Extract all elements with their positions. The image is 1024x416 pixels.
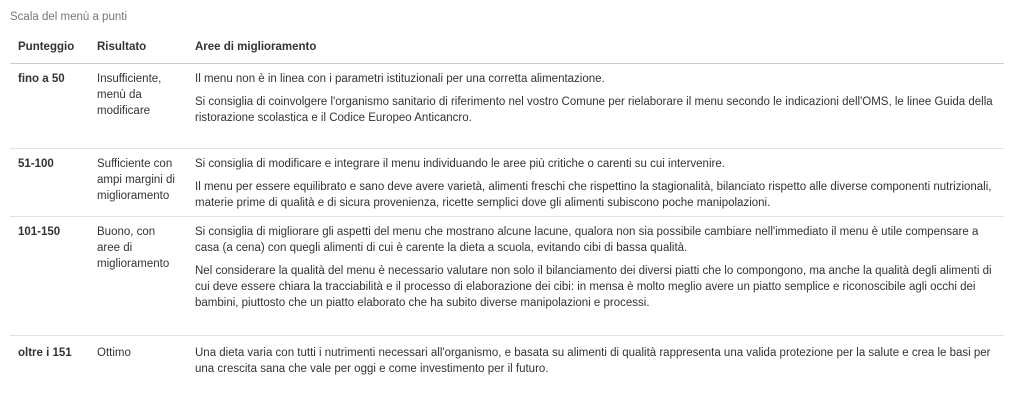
table-row [10,217,1004,336]
header-areas: Aree di miglioramento [187,34,1004,64]
score-cell: 101-150 [10,217,89,336]
areas-cell [187,149,1004,217]
table-row [10,149,1004,217]
result-cell: Ottimo [89,336,187,382]
areas-cell [187,336,1004,382]
areas-paragraph: Si consiglia di migliorare gli aspetti del menu che mostrano alcune lacune, qualora non sia possibile cambiare nell'immediato il menu è utile compensare a casa (a cena) con quegli alimenti di cui è carente la dieta a scuola, evitando cibi di bassa qualità. [195,226,979,254]
areas-paragraph: Nel considerare la qualità del menu è necessario valutare non solo il bilanciamento dei diversi piatti che lo compongono, ma anche la qualità degli alimenti di cui deve essere chiara la tracciabilità e il processo di elaborazione dei cibi: in mensa è molto meglio avere un piatto semplice e riconoscibile agli occhi dei bambini, piuttosto che un piatto elaborato che ha subito diverse manipolazioni e processi. [195,265,992,309]
score-table [10,34,1004,381]
table-row [10,64,1004,149]
areas-paragraph: Una dieta varia con tutti i nutrimenti necessari all'organismo, e basata su alimenti di qualità rappresenta una valida protezione per la salute e crea le basi per una crescita sana che vale per oggi e come investimento per il futuro. [195,347,991,375]
areas-cell [187,64,1004,149]
table-caption: Scala del menù a punti [10,11,127,23]
areas-paragraph: Il menu non è in linea con i parametri istituzionali per una corretta alimentazione. [195,73,605,85]
areas-paragraph: Si consiglia di modificare e integrare il menu individuando le aree più critiche o carenti su cui intervenire. [195,158,725,170]
score-cell: 51-100 [10,149,89,217]
header-row [10,34,1004,64]
score-cell: oltre i 151 [10,336,89,382]
areas-paragraph: Si consiglia di coinvolgere l'organismo sanitario di riferimento nel vostro Comune per rielaborare il menu secondo le indicazioni dell'OMS, le linee Guida della ristorazione scolastica e il Codice Europeo Anticancro. [195,96,993,124]
result-cell: Buono, con aree di miglioramento [89,217,187,336]
score-cell: fino a 50 [18,73,65,85]
areas-cell [187,217,1004,336]
result-cell: Insufficiente, menù da modificare [97,73,162,117]
header-result: Risultato [89,34,187,64]
table-row [10,336,1004,382]
areas-paragraph: Il menu per essere equilibrato e sano deve avere varietà, alimenti freschi che rispettino la stagionalità, bilanciato rispetto alle diverse componenti nutrizionali, materie prime di qualità e di sicura provenienza, ricette semplici dove gli alimenti subiscono poche manipolazioni. [195,181,992,209]
header-score: Punteggio [10,34,89,64]
result-cell: Sufficiente con ampi margini di miglioramento [89,149,187,217]
